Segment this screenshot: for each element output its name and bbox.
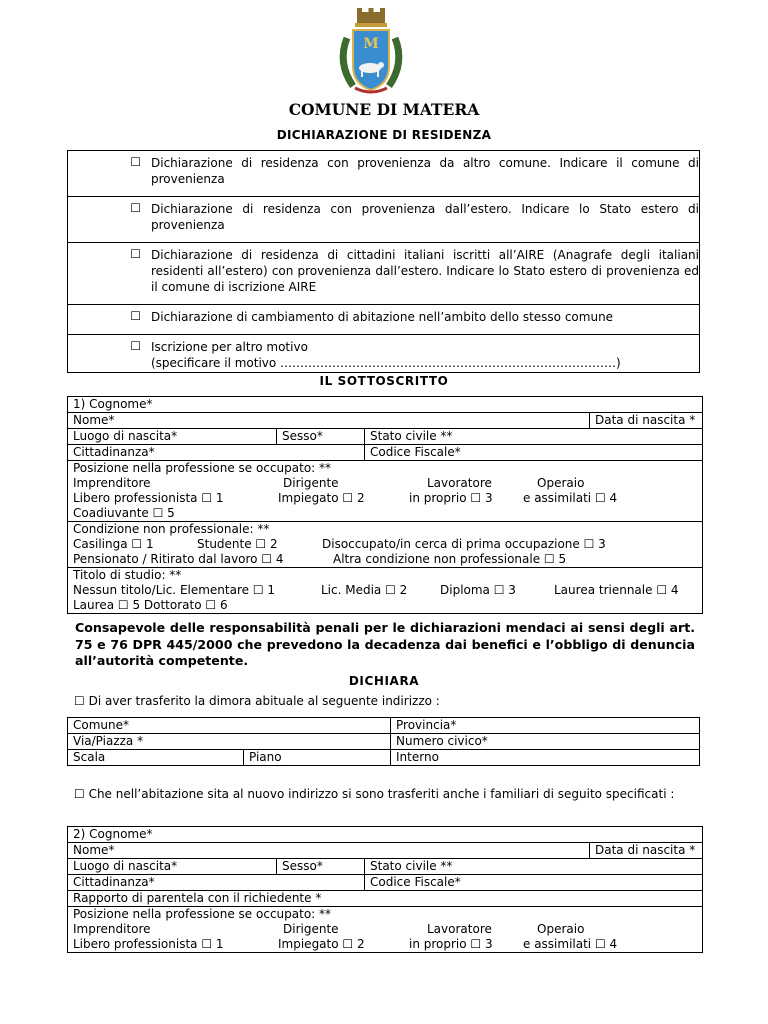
option-text: Iscrizione per altro motivo xyxy=(151,340,308,354)
svg-text:M: M xyxy=(363,36,379,52)
residence-type-options xyxy=(67,150,700,373)
prof-label: Lavoratore xyxy=(427,476,492,490)
section-heading-sottoscritto: IL SOTTOSCRITTO xyxy=(319,374,449,388)
condizione-option[interactable]: Disoccupato/in cerca di prima occupazione ☐ 3 xyxy=(322,537,606,551)
option-row xyxy=(68,305,700,335)
prof-option[interactable]: Impiegato ☐ 2 xyxy=(278,937,365,951)
data-nascita-field[interactable]: Data di nascita * xyxy=(590,413,703,429)
family-member-table xyxy=(67,826,703,953)
data-nascita-field[interactable]: Data di nascita * xyxy=(590,843,703,859)
luogo-nascita-field[interactable]: Luogo di nascita* xyxy=(68,429,277,445)
condizione-option[interactable]: Casilinga ☐ 1 xyxy=(73,537,154,551)
cittadinanza-field[interactable]: Cittadinanza* xyxy=(68,875,365,891)
titolo-option[interactable]: Diploma ☐ 3 xyxy=(440,583,516,597)
condizione-option[interactable]: Altra condizione non professionale ☐ 5 xyxy=(333,552,567,566)
prof-option[interactable]: in proprio ☐ 3 xyxy=(409,937,493,951)
prof-option[interactable]: Coadiuvante ☐ 5 xyxy=(73,506,175,520)
option-row xyxy=(68,335,700,373)
option-text: Dichiarazione di residenza di cittadini italiani iscritti all’AIRE (Anagrafe degli italiani residenti all’estero) con provenienza dall’estero. Indicare lo Stato estero di provenienza ed il comune di iscrizione AIRE xyxy=(151,248,699,294)
professione-title: Posizione nella professione se occupato: ** xyxy=(73,907,332,921)
luogo-nascita-field[interactable]: Luogo di nascita* xyxy=(68,859,277,875)
option-row xyxy=(68,151,700,197)
prof-label: Imprenditore xyxy=(73,922,151,936)
prof-label: Lavoratore xyxy=(427,922,492,936)
numero-civico-field[interactable]: Numero civico* xyxy=(391,734,700,750)
prof-label: Imprenditore xyxy=(73,476,151,490)
cognome-field[interactable]: 1) Cognome* xyxy=(68,397,703,413)
via-field[interactable]: Via/Piazza * xyxy=(68,734,391,750)
titolo-title: Titolo di studio: ** xyxy=(73,568,182,582)
dichiara-option-transfer[interactable]: ☐ Di aver trasferito la dimora abituale al seguente indirizzo : xyxy=(74,694,440,708)
codice-fiscale-field[interactable]: Codice Fiscale* xyxy=(365,445,703,461)
prof-label: Operaio xyxy=(537,922,585,936)
prof-label: Operaio xyxy=(537,476,585,490)
checkbox[interactable]: ☐ xyxy=(130,309,141,323)
page-title: COMUNE DI MATERA xyxy=(288,100,480,119)
address-table xyxy=(67,717,700,766)
prof-option[interactable]: Libero professionista ☐ 1 xyxy=(73,491,224,505)
legal-warning: Consapevole delle responsabilità penali per le dichiarazioni mendaci ai sensi degli art. 75 e 76 DPR 445/2000 che prevedono la decadenza dai benefici e l’obbligo di denuncia all’autorità competente. xyxy=(75,620,695,668)
checkbox[interactable]: ☐ xyxy=(130,339,141,353)
sesso-field[interactable]: Sesso* xyxy=(277,859,365,875)
scala-field[interactable]: Scala xyxy=(68,750,244,766)
condizione-title: Condizione non professionale: ** xyxy=(73,522,270,536)
parentela-field[interactable]: Rapporto di parentela con il richiedente * xyxy=(68,891,703,907)
option-specify-text: (specificare il motivo …………………………………………………………………………) xyxy=(151,356,621,370)
titolo-option[interactable]: Nessun titolo/Lic. Elementare ☐ 1 xyxy=(73,583,276,597)
nome-field[interactable]: Nome* xyxy=(68,413,590,429)
condizione-option[interactable]: Pensionato / Ritirato dal lavoro ☐ 4 xyxy=(73,552,284,566)
sesso-field[interactable]: Sesso* xyxy=(277,429,365,445)
prof-label: Dirigente xyxy=(283,476,339,490)
cognome-field[interactable]: 2) Cognome* xyxy=(68,827,703,843)
cittadinanza-field[interactable]: Cittadinanza* xyxy=(68,445,365,461)
prof-option[interactable]: e assimilati ☐ 4 xyxy=(523,491,618,505)
titolo-studio-section xyxy=(68,568,703,614)
piano-field[interactable]: Piano xyxy=(244,750,391,766)
option-text: Dichiarazione di cambiamento di abitazione nell’ambito dello stesso comune xyxy=(151,310,614,324)
professione-section xyxy=(68,461,703,522)
interno-field[interactable]: Interno xyxy=(391,750,700,766)
document-subtitle: DICHIARAZIONE DI RESIDENZA xyxy=(276,128,492,142)
titolo-option[interactable]: Laurea ☐ 5 Dottorato ☐ 6 xyxy=(73,598,228,612)
prof-label: Dirigente xyxy=(283,922,339,936)
professione-title: Posizione nella professione se occupato: ** xyxy=(73,461,332,475)
checkbox[interactable]: ☐ xyxy=(130,155,141,169)
nome-field[interactable]: Nome* xyxy=(68,843,590,859)
condizione-option[interactable]: Studente ☐ 2 xyxy=(197,537,278,551)
titolo-option[interactable]: Lic. Media ☐ 2 xyxy=(321,583,408,597)
titolo-option[interactable]: Laurea triennale ☐ 4 xyxy=(554,583,679,597)
stato-civile-field[interactable]: Stato civile ** xyxy=(365,859,703,875)
section-heading-dichiara: DICHIARA xyxy=(348,674,420,688)
dichiara-option-familiari[interactable]: ☐ Che nell’abitazione sita al nuovo indirizzo si sono trasferiti anche i familiari di seguito specificati : xyxy=(74,787,675,801)
option-row xyxy=(68,243,700,305)
prof-option[interactable]: Libero professionista ☐ 1 xyxy=(73,937,224,951)
comune-field[interactable]: Comune* xyxy=(68,718,391,734)
professione-section xyxy=(68,907,703,953)
codice-fiscale-field[interactable]: Codice Fiscale* xyxy=(365,875,703,891)
stato-civile-field[interactable]: Stato civile ** xyxy=(365,429,703,445)
option-text: Dichiarazione di residenza con provenienza dall’estero. Indicare lo Stato estero di provenienza xyxy=(151,202,699,232)
checkbox[interactable]: ☐ xyxy=(130,247,141,261)
option-text: Dichiarazione di residenza con provenienza da altro comune. Indicare il comune di provenienza xyxy=(151,156,699,186)
provincia-field[interactable]: Provincia* xyxy=(391,718,700,734)
condizione-section xyxy=(68,522,703,568)
checkbox[interactable]: ☐ xyxy=(130,201,141,215)
prof-option[interactable]: e assimilati ☐ 4 xyxy=(523,937,618,951)
matera-coat-of-arms xyxy=(333,8,409,98)
prof-option[interactable]: in proprio ☐ 3 xyxy=(409,491,493,505)
option-row xyxy=(68,197,700,243)
applicant-table xyxy=(67,396,703,614)
prof-option[interactable]: Impiegato ☐ 2 xyxy=(278,491,365,505)
